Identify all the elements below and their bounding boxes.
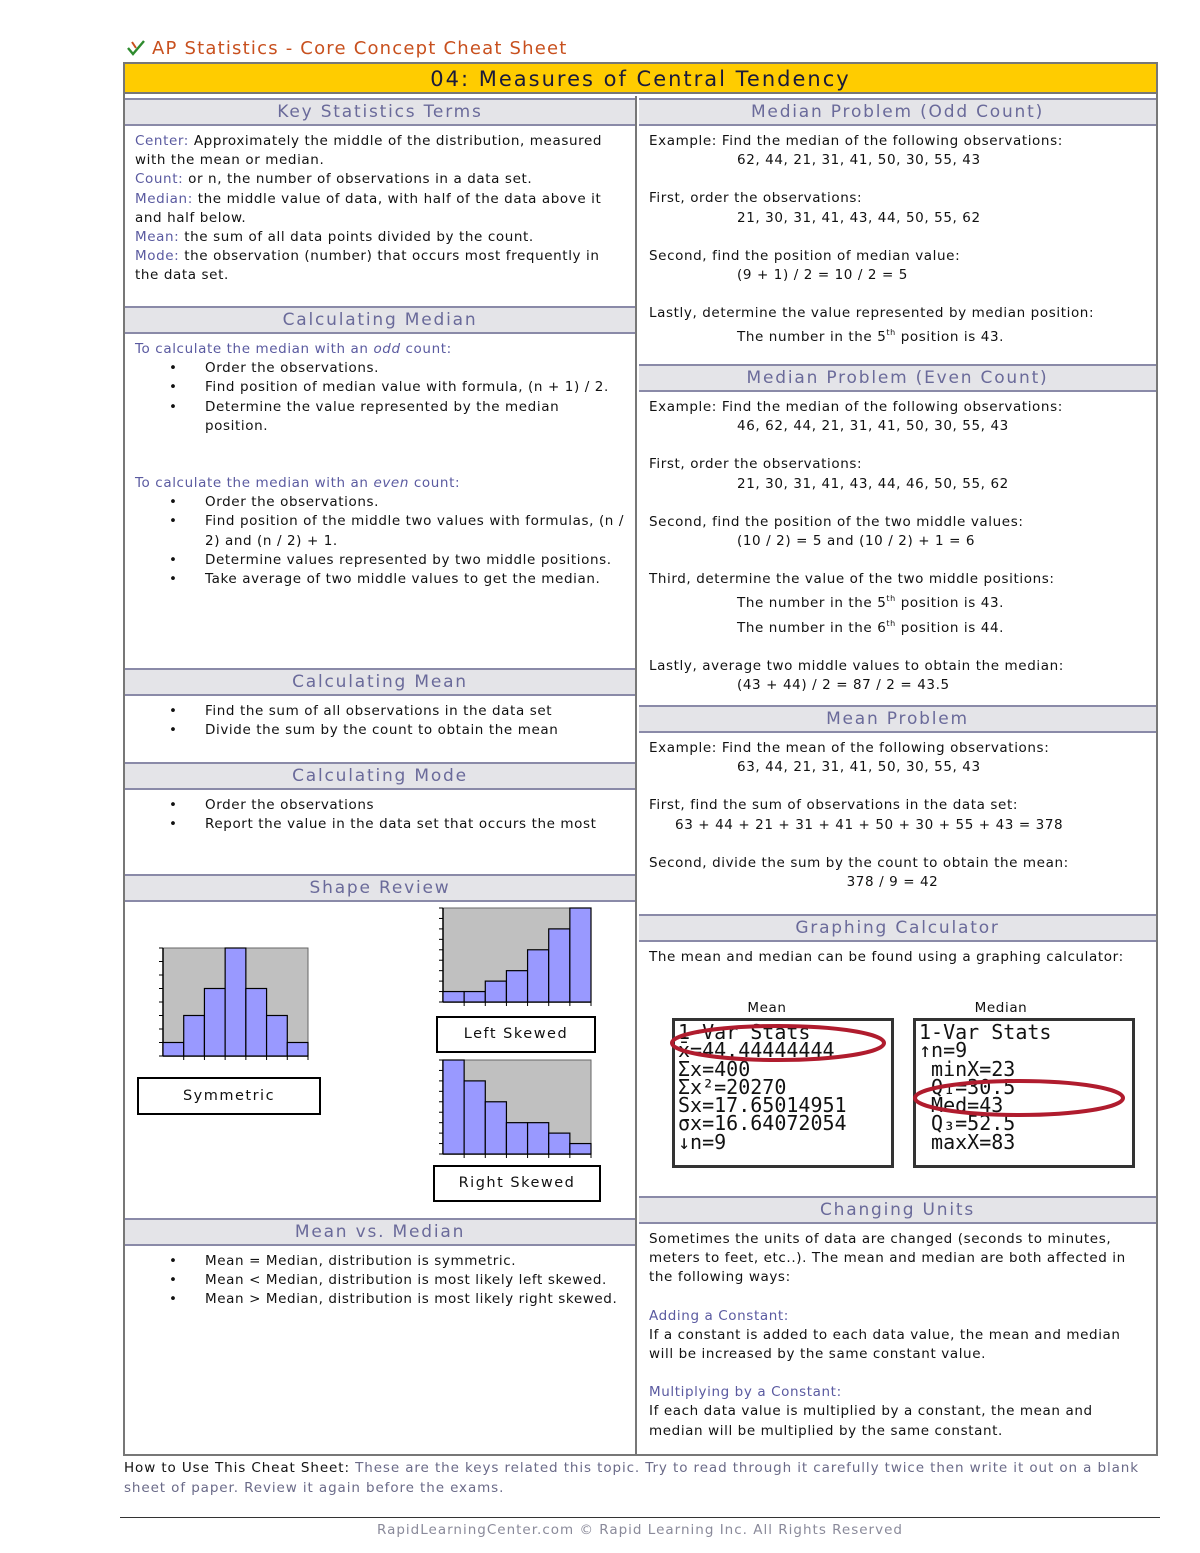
changing-units-section (639, 1196, 1156, 1441)
list-item: • Mean = Median, distribution is symmetric. (169, 1252, 625, 1271)
section-heading: Mean vs. Median (125, 1218, 635, 1246)
histogram-bar (528, 1123, 549, 1154)
footer-text: RapidLearningCenter.com © Rapid Learning Inc. All Rights Reserved (377, 1522, 903, 1538)
calc-mode-section (125, 762, 635, 834)
section-heading: Key Statistics Terms (125, 98, 635, 126)
odd-intro: To calculate the median with an odd count: (135, 341, 452, 357)
mean-vs-median-body (125, 1246, 635, 1310)
mean-caption: Mean (747, 1000, 787, 1016)
how-to-note: How to Use This Cheat Sheet: These are the keys related this topic. Try to read through it carefully twice then write it out on a blank sheet of paper. Review it again before the exams. (124, 1460, 1139, 1496)
term-mode: Mode: the observation (number) that occurs most frequently in the data set. (135, 248, 600, 284)
calc-mean-body (125, 696, 635, 740)
median-even-body: Example: Find the median of the following observations: 46, 62, 44, 21, 31, 41, 50, 30, 55, 43 First, order the observations: 21, 30, 31, 41, 43, 44, 46, 50, 55, 62 Second, find the position of the two middle values: (10 / 2) = 5 and (10 / 2) + 1 = 6 Third, determine the value of the two middle positions: The number in the 5th position is 43. The number in the 6th position is 44. Lastly, average two middle values to obtain the median: (43 + 44) / 2 = 87 / 2 = 43.5 (649, 399, 1064, 694)
list-item: • Find position of median value with formula, (n + 1) / 2. (169, 378, 625, 397)
banner-title: 04: Measures of Central Tendency (125, 64, 1156, 94)
list-item: • Order the observations (169, 796, 625, 815)
mean-problem-section (639, 705, 1156, 892)
changing-units-body: Sometimes the units of data are changed (seconds to minutes, meters to feet, etc..). The mean and median are both affected in the following ways: Adding a Constant: If a constant is added to each data value, the mean and median will be increased by the same constant value. Multiplying by a Constant: If each data value is multiplied by a constant, the mean and median will be multiplied by the same constant. (649, 1231, 1126, 1439)
graphing-calc-body: The mean and median can be found using a graphing calculator: (649, 949, 1124, 965)
mean-highlight-oval (672, 1026, 884, 1060)
document-title-text: AP Statistics - Core Concept Cheat Sheet (152, 38, 568, 59)
median-caption: Median (974, 1000, 1028, 1016)
histogram-bar (204, 989, 225, 1057)
term-mean: Mean: the sum of all data points divided by the count. (135, 229, 534, 246)
key-terms-section (125, 98, 635, 286)
mean-calculator-screen: 1-Var Stats x̄=44.44444444 Σx=400 Σx²=20270 Sx=17.65014951 σx=16.64072054 ↓n=9 (672, 1018, 894, 1168)
histogram-bar (443, 1060, 464, 1154)
section-heading: Graphing Calculator (639, 914, 1156, 942)
left-column (125, 96, 637, 1454)
symmetric-label: Symmetric (137, 1077, 321, 1115)
histogram-bar (464, 1081, 485, 1154)
section-heading: Changing Units (639, 1196, 1156, 1224)
histogram-bar (485, 981, 506, 1002)
list-item: • Report the value in the data set that occurs the most (169, 815, 625, 834)
histogram-bar (506, 1123, 527, 1154)
histogram-bar (485, 1102, 506, 1154)
histogram-bar (570, 908, 591, 1002)
list-item: • Order the observations. (169, 359, 625, 378)
section-heading: Shape Review (125, 874, 635, 902)
median-even-section (639, 364, 1156, 695)
right-skewed-histogram (435, 1058, 595, 1158)
symmetric-histogram (155, 944, 315, 1064)
histogram-bar (464, 992, 485, 1002)
graphing-calc-section (639, 914, 1156, 1192)
footer-rule (120, 1517, 1160, 1518)
even-intro: To calculate the median with an even count: (135, 475, 461, 492)
check-pencil-icon (126, 39, 146, 59)
calc-median-body (125, 334, 635, 589)
calc-mean-section (125, 668, 635, 740)
section-heading: Median Problem (Odd Count) (639, 98, 1156, 126)
term-center: Center: Approximately the middle of the distribution, measured with the mean or median. (135, 133, 603, 169)
histogram-bar (570, 1144, 591, 1154)
odd-steps (169, 359, 625, 436)
histogram-bar (184, 1016, 205, 1057)
section-heading: Calculating Mean (125, 668, 635, 696)
list-item: • Mean < Median, distribution is most likely left skewed. (169, 1271, 625, 1290)
section-heading: Median Problem (Even Count) (639, 364, 1156, 392)
key-terms-list (125, 126, 635, 286)
list-item: • Take average of two middle values to get the median. (169, 570, 625, 589)
section-heading: Calculating Mode (125, 762, 635, 790)
histogram-bar (528, 950, 549, 1002)
list-item: • Determine values represented by two middle positions. (169, 551, 625, 570)
median-calculator-screen: 1-Var Stats ↑n=9 minX=23 Q₁=30.5 Med=43 Q₃=52.5 maxX=83 (913, 1018, 1135, 1168)
section-heading: Calculating Median (125, 306, 635, 334)
histogram-bar (225, 948, 246, 1056)
list-item: • Mean > Median, distribution is most likely right skewed. (169, 1290, 625, 1309)
mean-vs-median-section (125, 1218, 635, 1310)
shape-review-section (125, 874, 635, 1214)
histogram-bar (246, 989, 267, 1057)
list-item: • Order the observations. (169, 493, 625, 512)
cheat-sheet (123, 62, 1158, 1456)
histogram-bar (506, 971, 527, 1002)
highlight-ovals (639, 914, 1159, 1192)
histogram-bar (287, 1043, 308, 1057)
right-skewed-label: Right Skewed (433, 1165, 601, 1202)
histogram-bar (163, 1043, 184, 1057)
term-median: Median: the middle value of data, with half of the data above it and half below. (135, 190, 602, 226)
right-column (639, 96, 1156, 1454)
list-item: • Determine the value represented by the median position. (169, 398, 625, 436)
histogram-bar (443, 992, 464, 1002)
calc-median-section (125, 306, 635, 589)
left-skewed-histogram (435, 906, 595, 1006)
list-item: • Find the sum of all observations in the data set (169, 702, 625, 721)
median-odd-section (639, 98, 1156, 348)
median-odd-body: Example: Find the median of the following observations: 62, 44, 21, 31, 41, 50, 30, 55, 43 First, order the observations: 21, 30, 31, 41, 43, 44, 50, 55, 62 Second, find the position of median value: (9 + 1) / 2 = 10 / 2 = 5 Lastly, determine the value represented by median position: The number in the 5th position is 43. (649, 133, 1095, 346)
median-highlight-oval (915, 1081, 1123, 1115)
list-item: • Find position of the middle two values with formulas, (n / 2) and (n / 2) + 1. (169, 512, 625, 550)
list-item: • Divide the sum by the count to obtain the mean (169, 721, 625, 740)
left-skewed-label: Left Skewed (436, 1016, 596, 1053)
calc-mode-body (125, 790, 635, 834)
term-count: Count: or n, the number of observations in a data set. (135, 171, 533, 188)
histogram-bar (549, 929, 570, 1002)
even-steps (169, 493, 625, 589)
histogram-bar (549, 1133, 570, 1154)
mean-problem-body: Example: Find the mean of the following observations: 63, 44, 21, 31, 41, 50, 30, 55, 43 First, find the sum of observations in the data set: 63 + 44 + 21 + 31 + 41 + 50 + 30 + 55 + 43 = 378 Second, divide the sum by the count to obtain the mean: 378 / 9 = 42 (649, 740, 1069, 891)
histogram-bar (267, 1016, 288, 1057)
document-title (126, 38, 568, 59)
section-heading: Mean Problem (639, 705, 1156, 733)
